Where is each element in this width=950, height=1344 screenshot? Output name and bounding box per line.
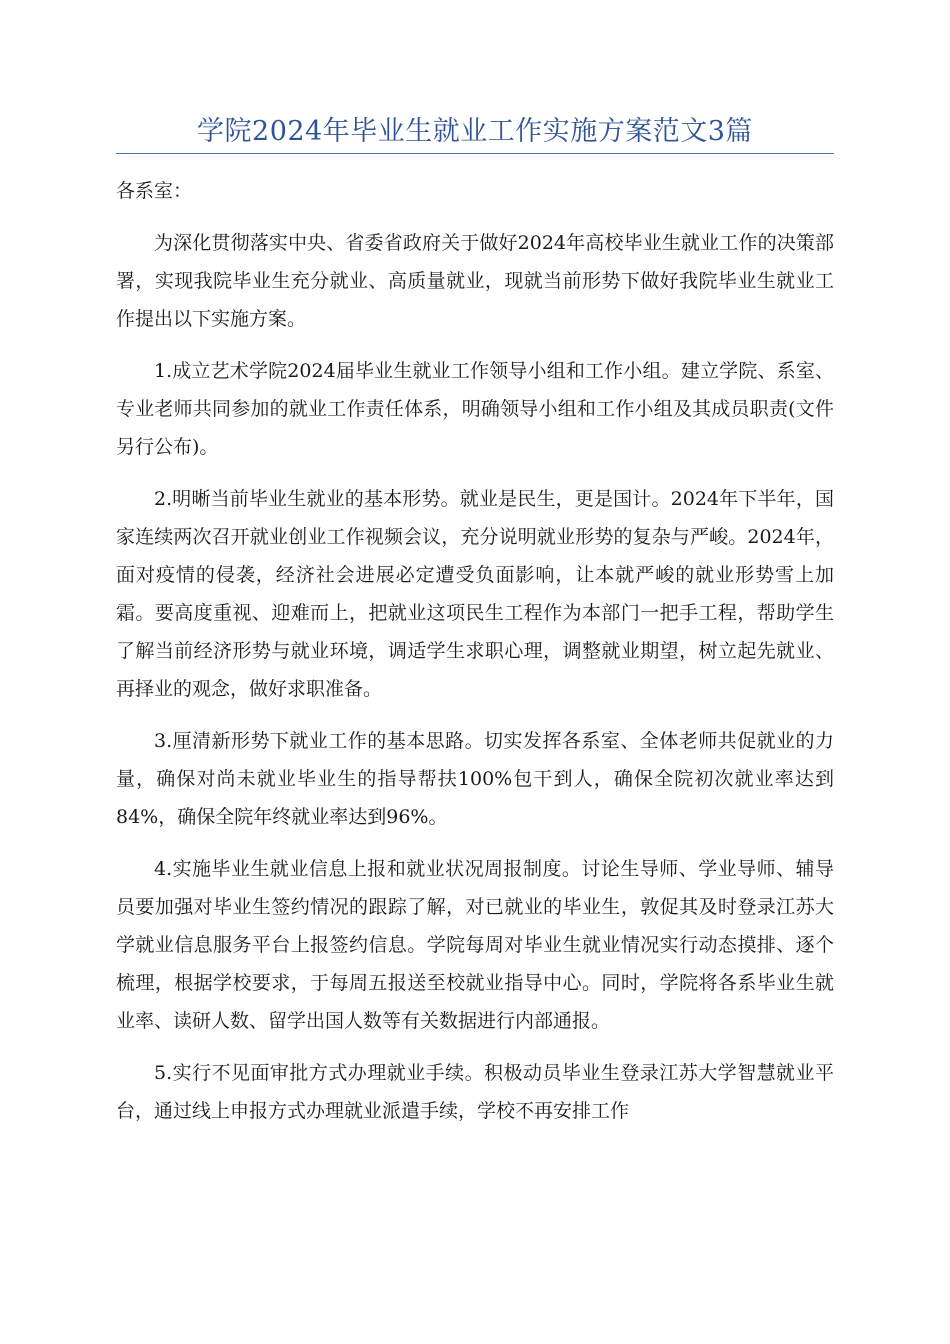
document-body <box>116 172 834 1144</box>
salutation: 各系室： <box>116 180 193 202</box>
paragraph-intro: 为深化贯彻落实中央、省委省政府关于做好2024年高校毕业生就业工作的决策部署，实现我院毕业生充分就业、高质量就业，现就当前形势下做好我院毕业生就业工作提出以下实施方案。 <box>116 232 834 330</box>
title-underline <box>116 153 834 154</box>
paragraph-item-3: 3.厘清新形势下就业工作的基本思路。切实发挥各系室、全体老师共促就业的力量，确保对尚未就业毕业生的指导帮扶100%包干到人，确保全院初次就业率达到84%，确保全院年终就业率达到96%。 <box>116 730 834 828</box>
document-title: 学院2024年毕业生就业工作实施方案范文3篇 <box>197 116 753 147</box>
paragraph-item-5: 5.实行不见面审批方式办理就业手续。积极动员毕业生登录江苏大学智慧就业平台，通过线上申报方式办理就业派遣手续，学校不再安排工作 <box>116 1062 834 1122</box>
paragraph-item-1: 1.成立艺术学院2024届毕业生就业工作领导小组和工作小组。建立学院、系室、专业老师共同参加的就业工作责任体系，明确领导小组和工作小组及其成员职责(文件另行公布)。 <box>116 360 834 458</box>
paragraph-item-4: 4.实施毕业生就业信息上报和就业状况周报制度。讨论生导师、学业导师、辅导员要加强对毕业生签约情况的跟踪了解，对已就业的毕业生，敦促其及时登录江苏大学就业信息服务平台上报签约信息。学院每周对毕业生就业情况实行动态摸排、逐个梳理，根据学校要求，于每周五报送至校就业指导中心。同时，学院将各系毕业生就业率、读研人数、留学出国人数等有关数据进行内部通报。 <box>116 858 834 1032</box>
paragraph-item-2: 2.明晰当前毕业生就业的基本形势。就业是民生，更是国计。2024年下半年，国家连续两次召开就业创业工作视频会议，充分说明就业形势的复杂与严峻。2024年，面对疫情的侵袭，经济社会进展必定遭受负面影响，让本就严峻的就业形势雪上加霜。要高度重视、迎难而上，把就业这项民生工程作为本部门一把手工程，帮助学生了解当前经济形势与就业环境，调适学生求职心理，调整就业期望，树立起先就业、再择业的观念，做好求职准备。 <box>116 488 834 700</box>
